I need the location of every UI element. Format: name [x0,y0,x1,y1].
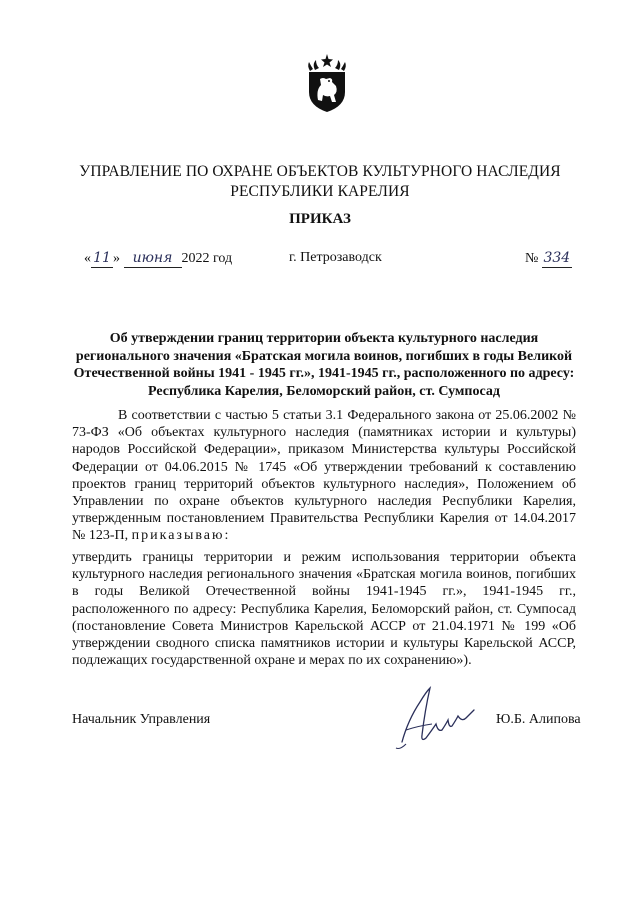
document-type-title: ПРИКАЗ [289,211,351,227]
org-line-1: УПРАВЛЕНИЕ ПО ОХРАНЕ ОБЪЕКТОВ КУЛЬТУРНОГО НАСЛЕДИЯ [79,163,561,180]
preamble-text: В соответствии с частью 5 статьи 3.1 Федерального закона от 25.06.2002 № 73-ФЗ «Об объектах культурного наследия (памятниках истории и культуры) народов Российской Федерации», приказом Министерства культуры Российской Федерации от 04.06.2015 № 1745 «Об утверждении требований к составлению проектов границ территорий объектов культурного наследия», Положением об Управлении по охране объектов культурного наследия Республики Карелия, утвержденным постановлением Правительства Республики Карелия от 14.04.2017 № 123-П, [72,408,576,544]
order-subject [72,330,576,400]
signer-name: Ю.Б. Алипова [496,712,581,727]
preamble-paragraph [72,407,576,545]
date-year: 2022 год [181,251,233,266]
subject-line-2: регионального значения «Братская могила воинов, погибших в годы Великой [75,348,573,364]
number-value: 334 [543,250,571,266]
date-quote-open: « [84,251,91,266]
number-label: № [525,251,539,266]
org-line-2: РЕСПУБЛИКИ КАРЕЛИЯ [230,183,410,200]
date-day: 11 [91,249,113,268]
order-word: приказываю: [131,528,231,544]
order-city: г. Петрозаводск [289,250,382,265]
order-number [525,249,572,268]
coat-of-arms-emblem [303,52,351,114]
organization-name [60,162,580,202]
subject-line-1: Об утверждении границ территории объекта культурного наследия [109,331,539,346]
subject-line-4: Республика Карелия, Беломорский район, ст. Сумпосад [148,383,500,399]
date-month: июня [124,249,182,268]
subject-line-3: Отечественной войны 1941 - 1945 гг.», 1941-1945 гг., расположенного по адресу: [73,366,575,381]
resolution-paragraph: утвердить границы территории и режим использования территории объекта культурного наследия регионального значения «Братская могила воинов, погибших в годы Великой Отечественной войны 1941-1945 гг.», 1941-1945 гг., расположенного по адресу: Республика Карелия, Беломорский район, ст. Сумпосад (постановление Совета Министров Карельской АССР от 21.04.1971 № 199 «Об утверждении сводного списка памятников истории и культуры Карельской АССР, подлежащих государственной охране и мерах по их сохранению»). [72,550,576,669]
order-date [84,249,232,268]
handwritten-signature [392,680,484,758]
signer-position: Начальник Управления [72,712,211,727]
date-quote-close: » [113,251,120,266]
